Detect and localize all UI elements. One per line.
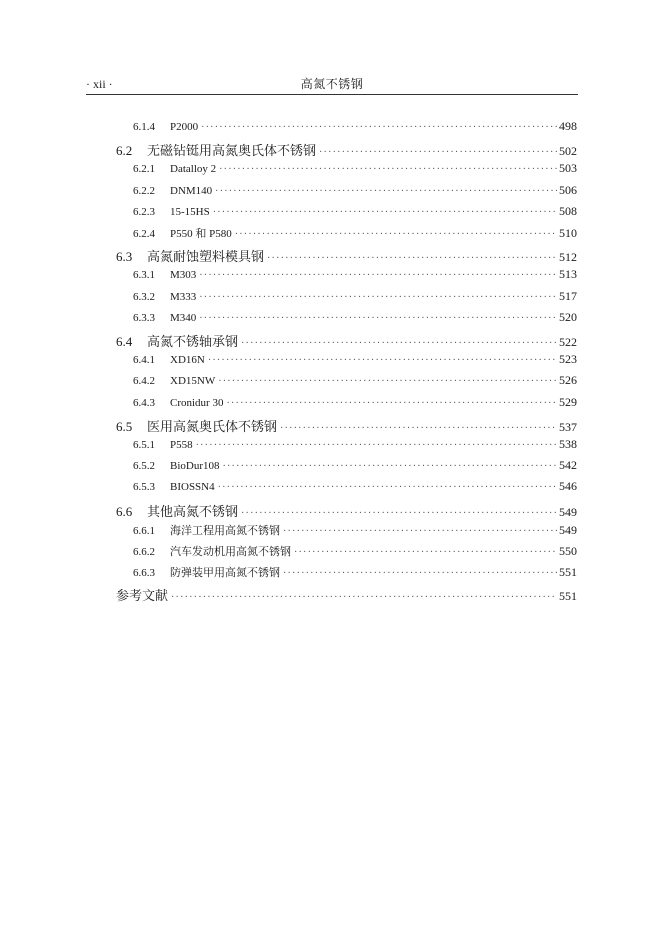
toc-entry-label: 防弹装甲用高氮不锈钢 [170, 567, 280, 579]
dot-leader [218, 481, 557, 493]
toc-entry[interactable] [133, 458, 577, 473]
toc-entry-label: BioDur108 [170, 460, 220, 472]
toc-entry-label: Cronidur 30 [170, 397, 224, 409]
dot-leader [241, 334, 557, 350]
toc-entry-page: 502 [559, 144, 577, 158]
toc-entry-label: 高氮耐蚀塑料模具钢 [147, 249, 265, 264]
dot-leader [213, 206, 557, 218]
toc-entry[interactable] [133, 310, 577, 325]
toc-entry-number: 6.3.3 [133, 312, 155, 324]
toc-entry[interactable] [133, 395, 577, 410]
dot-leader [241, 504, 557, 520]
dot-leader [223, 460, 558, 472]
book-title: 高氮不锈钢 [300, 77, 364, 91]
toc-entry-page: 503 [559, 161, 577, 175]
toc-entry-page: 529 [559, 395, 577, 409]
dot-leader [218, 375, 557, 387]
toc-entry-number: 6.6.3 [133, 567, 155, 579]
toc-entry-number: 6.2.1 [133, 163, 155, 175]
toc-entry[interactable] [116, 501, 577, 520]
dot-leader [226, 397, 557, 409]
dot-leader [199, 291, 557, 303]
toc-entry-label: P550 和 P580 [170, 228, 232, 240]
toc-entry-label: XD16N [170, 354, 205, 366]
toc-entry[interactable] [133, 225, 577, 241]
toc-entry-label: 参考文献 [116, 588, 169, 603]
toc-entry[interactable] [133, 437, 577, 452]
toc-entry-number: 6.2.3 [133, 206, 155, 218]
toc-entry[interactable] [133, 183, 577, 198]
toc-entry[interactable] [116, 331, 577, 350]
toc-entry-label: Datalloy 2 [170, 163, 217, 175]
toc-entry-number: 6.5.2 [133, 460, 155, 472]
toc-entry[interactable] [133, 119, 577, 134]
toc-entry-label: 无磁钻铤用高氮奥氏体不锈钢 [147, 143, 317, 158]
toc-entry-label: 医用高氮奥氏体不锈钢 [147, 419, 278, 434]
toc-entry[interactable] [133, 543, 577, 559]
toc-entry[interactable] [133, 161, 577, 176]
dot-leader [171, 588, 557, 604]
toc-entry-label: M340 [170, 312, 197, 324]
toc-entry-label: M303 [170, 269, 197, 281]
toc-entry-number: 6.4 [116, 334, 133, 349]
toc-entry-page: 523 [559, 352, 577, 366]
toc-entry-number: 6.2 [116, 143, 133, 158]
dot-leader [235, 228, 557, 240]
toc-entry-number: 6.4.1 [133, 354, 155, 366]
toc-entry-page: 538 [559, 437, 577, 451]
toc-entry-number: 6.5.1 [133, 439, 155, 451]
toc-entry-number: 6.4.3 [133, 397, 155, 409]
toc-entry-page: 520 [559, 310, 577, 324]
toc-entry-number: 6.6.2 [133, 546, 155, 558]
page-number: · xii · [86, 77, 113, 91]
toc-entry-page: 549 [559, 505, 577, 519]
toc-entry[interactable] [133, 373, 577, 388]
toc-entry-page: 551 [559, 589, 577, 603]
toc-entry-page: 537 [559, 420, 577, 434]
toc-entry-label: 15-15HS [170, 206, 210, 218]
toc-entry-number: 6.5.3 [133, 481, 155, 493]
toc-entry-number: 6.4.2 [133, 375, 155, 387]
running-header [86, 76, 578, 92]
toc-entry-label: 汽车发动机用高氮不锈钢 [170, 546, 291, 558]
toc-entry-page: 506 [559, 183, 577, 197]
toc-entry-number: 6.3.2 [133, 291, 155, 303]
toc-entry-number: 6.3 [116, 249, 133, 264]
toc-entry-label: P2000 [170, 121, 199, 133]
dot-leader [215, 185, 557, 197]
dot-leader [199, 269, 557, 281]
toc-entry[interactable] [133, 479, 577, 494]
toc-entry[interactable] [116, 416, 577, 435]
toc-entry-label: BIOSSN4 [170, 481, 215, 493]
dot-leader [294, 546, 557, 558]
toc-entry-page: 551 [559, 565, 577, 579]
toc-entry-page: 510 [559, 226, 577, 240]
dot-leader [208, 354, 557, 366]
header-rule [86, 94, 578, 95]
toc-entry[interactable] [116, 585, 577, 604]
dot-leader [196, 439, 557, 451]
toc-entry[interactable] [116, 246, 577, 265]
dot-leader [283, 567, 557, 579]
toc-entry-label: DNM140 [170, 185, 213, 197]
toc-entry-label: XD15NW [170, 375, 216, 387]
toc-entry-page: 498 [559, 119, 577, 133]
toc-entry[interactable] [133, 289, 577, 304]
toc-entry-number: 6.3.1 [133, 269, 155, 281]
toc-entry-page: 542 [559, 458, 577, 472]
toc-entry[interactable] [133, 267, 577, 282]
toc-entry-number: 6.5 [116, 419, 133, 434]
toc-entry-label: P558 [170, 439, 193, 451]
dot-leader [201, 121, 557, 133]
dot-leader [280, 419, 557, 435]
toc-entry-page: 517 [559, 289, 577, 303]
toc-entry-number: 6.2.4 [133, 228, 155, 240]
toc-entry-page: 513 [559, 267, 577, 281]
toc-entry-page: 550 [559, 544, 577, 558]
toc-entry-label: 海洋工程用高氮不锈钢 [170, 525, 280, 537]
dot-leader [199, 312, 557, 324]
toc-entry-label: M333 [170, 291, 197, 303]
toc-entry-page: 546 [559, 479, 577, 493]
toc-entry[interactable] [133, 564, 577, 580]
toc-entry[interactable] [116, 140, 577, 159]
toc-entry-number: 6.2.2 [133, 185, 155, 197]
toc-entry-number: 6.6.1 [133, 525, 155, 537]
toc-entry-number: 6.1.4 [133, 121, 155, 133]
toc-entry-page: 512 [559, 250, 577, 264]
toc-entry-page: 526 [559, 373, 577, 387]
toc-entry[interactable] [133, 204, 577, 219]
toc-entry-label: 其他高氮不锈钢 [147, 504, 239, 519]
dot-leader [283, 525, 557, 537]
toc-entry[interactable] [133, 352, 577, 367]
toc-entry[interactable] [133, 522, 577, 538]
toc-entry-page: 549 [559, 523, 577, 537]
toc-entry-page: 508 [559, 204, 577, 218]
toc-entry-page: 522 [559, 335, 577, 349]
dot-leader [319, 143, 557, 159]
toc-entry-label: 高氮不锈轴承钢 [147, 334, 239, 349]
toc-entry-number: 6.6 [116, 504, 133, 519]
dot-leader [267, 249, 557, 265]
dot-leader [219, 163, 557, 175]
